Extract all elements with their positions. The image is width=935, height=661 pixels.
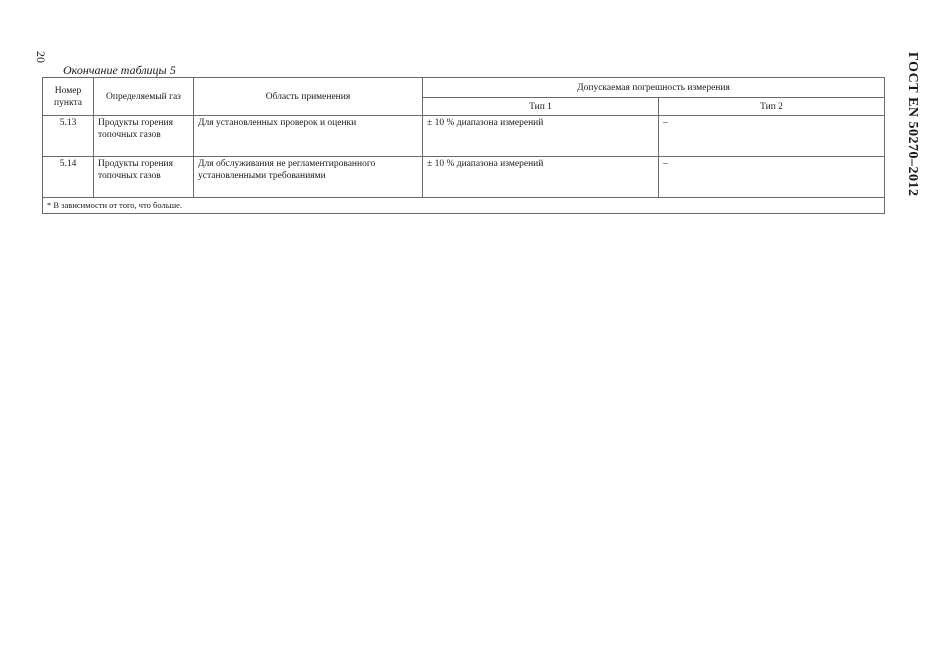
cell-item-number: 5.13 (43, 116, 94, 157)
header-row (43, 78, 885, 98)
header-error: Допускаемая погрешность измерения (423, 78, 885, 98)
header-type2: Тип 2 (659, 98, 885, 116)
cell-type2: – (659, 116, 885, 157)
cell-gas: Продукты горения топочных газов (94, 157, 194, 198)
header-item-number: Номер пункта (43, 78, 94, 116)
page-number: 20 (34, 51, 48, 63)
cell-type1: ± 10 % диапазона измерений (423, 116, 659, 157)
cell-type1: ± 10 % диапазона измерений (423, 157, 659, 198)
cell-type2: – (659, 157, 885, 198)
table-row (43, 157, 885, 198)
cell-item-number: 5.14 (43, 157, 94, 198)
table-row (43, 116, 885, 157)
footnote-row (43, 198, 885, 214)
cell-gas: Продукты горения топочных газов (94, 116, 194, 157)
header-gas: Определяемый газ (94, 78, 194, 116)
cell-area: Для установленных проверок и оценки (194, 116, 423, 157)
header-type1: Тип 1 (423, 98, 659, 116)
cell-area: Для обслуживания не регламентированного установленными требованиями (194, 157, 423, 198)
document-code: ГОСТ EN 50270–2012 (905, 52, 920, 197)
table-caption: Окончание таблицы 5 (63, 63, 176, 77)
measurement-error-table (42, 77, 885, 214)
table-footnote: * В зависимости от того, что больше. (43, 198, 885, 214)
header-area: Область применения (194, 78, 423, 116)
